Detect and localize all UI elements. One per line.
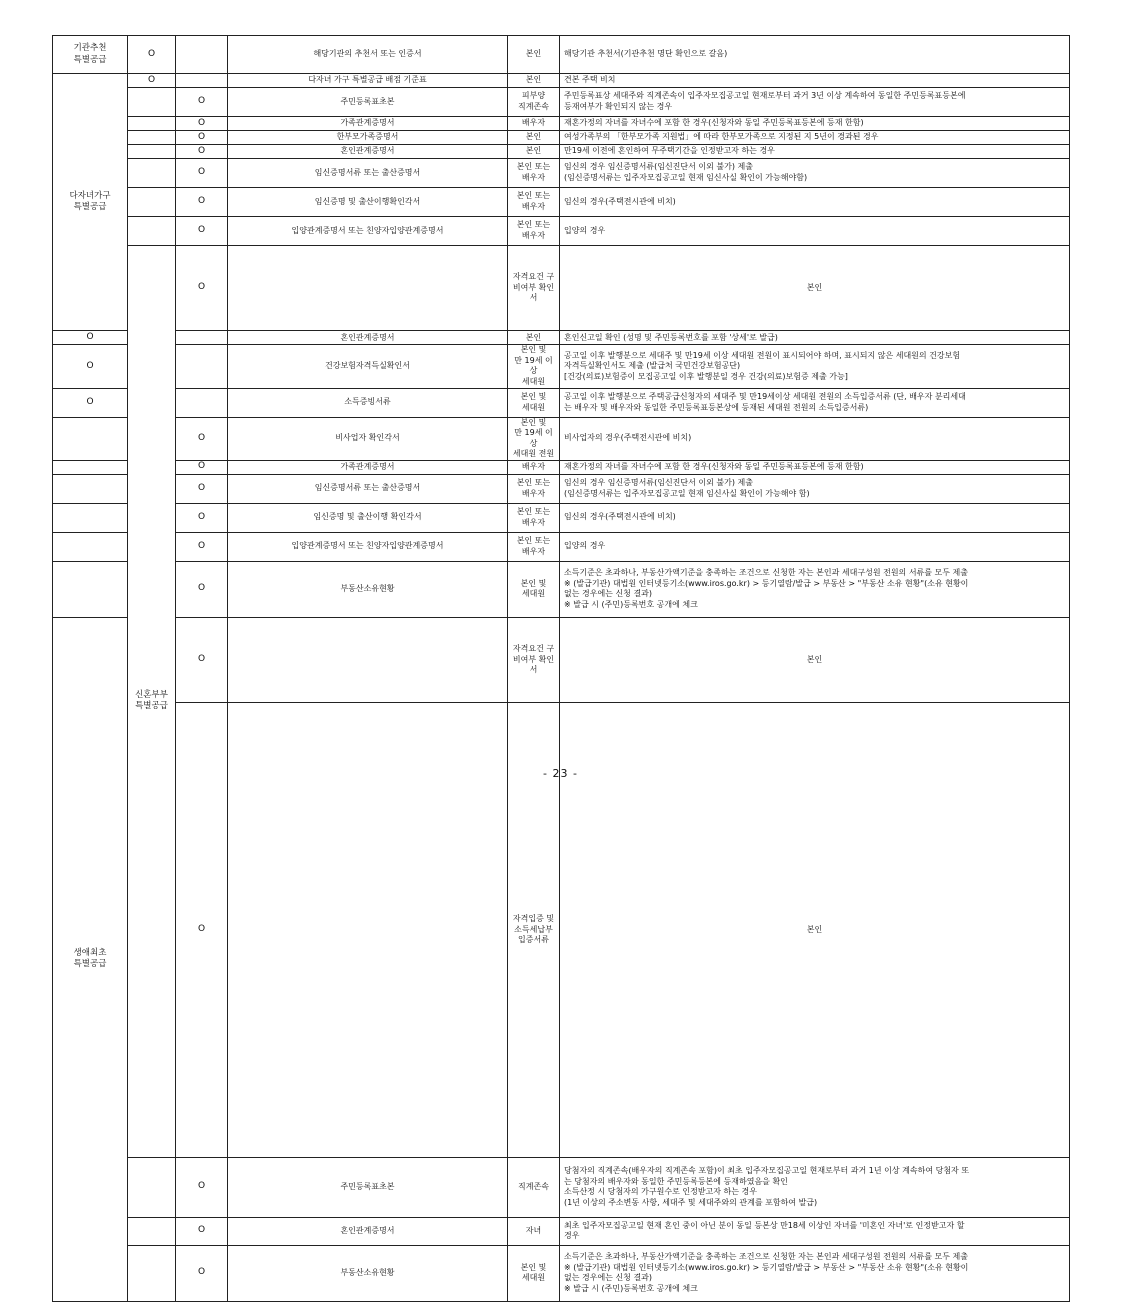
table-row [53, 345, 1070, 388]
conditional-mark [176, 331, 228, 345]
conditional-mark: O [176, 460, 228, 474]
category-cell: 생애최초 특별공급 [53, 617, 128, 1301]
required-mark: O [53, 331, 128, 345]
conditional-mark [228, 246, 508, 331]
document-name: 임신증명 및 출산이행확인각서 [228, 188, 508, 217]
required-mark: O [176, 617, 228, 702]
document-name: 가족관계증명서 [228, 460, 508, 474]
description-cell: 혼인신고일 확인 (성명 및 주민등록번호를 포함 '상세'로 발급) [560, 331, 1070, 345]
required-mark [53, 474, 128, 503]
required-mark: O [128, 36, 176, 74]
required-mark: O [128, 74, 176, 88]
document-name: 부동산소유현황 [228, 561, 508, 617]
table-row [53, 1157, 1070, 1217]
document-name: 혼인관계증명서 [228, 145, 508, 159]
required-mark [128, 1217, 176, 1245]
required-mark: O [53, 345, 128, 388]
required-mark [53, 561, 128, 617]
table-row [53, 246, 1070, 331]
required-mark: O [53, 388, 128, 417]
conditional-mark: O [176, 131, 228, 145]
table-row [53, 159, 1070, 188]
table-row [53, 74, 1070, 88]
subject-cell: 본인 및 세대원 [508, 1245, 560, 1301]
subject-cell: 직계존속 [508, 1157, 560, 1217]
subject-cell: 본인 또는 배우자 [508, 503, 560, 532]
subject-cell: 본인 및 만 19세 이상 세대원 전원 [508, 417, 560, 460]
table-row [53, 88, 1070, 117]
conditional-mark: O [176, 88, 228, 117]
document-name: 가족관계증명서 [228, 117, 508, 131]
description-cell: 소득기준은 초과하나, 부동산가액기준을 충족하는 조건으로 신청한 자는 본인과 세대구성원 전원의 서류를 모두 제출 ※ (발급기관) 대법원 인터넷등기소(www.iros.go.kr) > 등기열람/발급 > 부동산 > "부동산 소유 현황"(소유 현황이 없는 경우에는 신청 결과) ※ 발급 시 (주민)등록번호 공개에 체크 [560, 561, 1070, 617]
subject-cell: 본인 또는 배우자 [508, 532, 560, 561]
description-cell: 입양의 경우 [560, 532, 1070, 561]
subject-cell: 자녀 [508, 1217, 560, 1245]
document-name: 주민등록표초본 [228, 88, 508, 117]
subject-cell: 본인 [508, 36, 560, 74]
conditional-mark: O [176, 145, 228, 159]
document-name: 부동산소유현황 [228, 1245, 508, 1301]
document-name: 자격요건 구비여부 확인서 [508, 617, 560, 702]
table-row [53, 460, 1070, 474]
conditional-mark: O [176, 561, 228, 617]
subject-cell: 본인 또는 배우자 [508, 474, 560, 503]
required-mark [128, 217, 176, 246]
subject-cell: 본인 또는 배우자 [508, 188, 560, 217]
description-cell: 공고일 이후 발행분으로 주택공급신청자의 세대주 및 만19세이상 세대원 전원의 소득입증서류 (단, 배우자 분리세대 는 배우자 및 배우자와 동일한 주민등록표등본상에 등재된 세대원 전원의 소득입증서류) [560, 388, 1070, 417]
subject-cell: 본인 [508, 131, 560, 145]
description-cell: 입양의 경우 [560, 217, 1070, 246]
table-row [53, 117, 1070, 131]
conditional-mark: O [176, 474, 228, 503]
category-cell: 신혼부부 특별공급 [128, 246, 176, 1158]
required-mark [128, 1245, 176, 1301]
document-name: 혼인관계증명서 [228, 1217, 508, 1245]
document-name: 비사업자 확인각서 [228, 417, 508, 460]
table-row [53, 532, 1070, 561]
description-cell: 소득기준은 초과하나, 부동산가액기준을 충족하는 조건으로 신청한 자는 본인과 세대구성원 전원의 서류를 모두 제출 ※ (발급기관) 대법원 인터넷등기소(www.iros.go.kr) > 등기열람/발급 > 부동산 > "부동산 소유 현황"(소유 현황이 없는 경우에는 신청 결과) ※ 발급 시 (주민)등록번호 공개에 체크 [560, 1245, 1070, 1301]
table-row [53, 1245, 1070, 1301]
subject-cell: 본인 및 세대원 [508, 561, 560, 617]
document-name: 임신증명 및 출산이행 확인각서 [228, 503, 508, 532]
subject-cell: 배우자 [508, 460, 560, 474]
description-cell: 최초 입주자모집공고일 현재 혼인 중이 아닌 분이 동일 등본상 만18세 이상인 자녀를 '미혼인 자녀'로 인정받고자 할 경우 [560, 1217, 1070, 1245]
subject-cell: 본인 [560, 617, 1070, 702]
conditional-mark: O [176, 117, 228, 131]
page-number: - 23 - [543, 767, 578, 780]
subject-cell: 본인 [560, 246, 1070, 331]
table-row [53, 145, 1070, 159]
table-row [53, 388, 1070, 417]
description-cell: 해당기관 추천서(기관추천 명단 확인으로 갈음) [560, 36, 1070, 74]
document-name: 임신증명서류 또는 출산증명서 [228, 474, 508, 503]
description-cell: 임신의 경우(주택전시관에 비치) [560, 188, 1070, 217]
description-cell: 주민등록표상 세대주와 직계존속이 입주자모집공고일 현재로부터 과거 3년 이상 계속하여 동일한 주민등록표등본에 등재여부가 확인되지 않는 경우 [560, 88, 1070, 117]
required-mark: O [176, 703, 228, 1158]
conditional-mark [176, 345, 228, 388]
subject-cell: 본인 [508, 74, 560, 88]
description-cell: 임신의 경우(주택전시관에 비치) [560, 503, 1070, 532]
subject-cell: 본인 및 만 19세 이상 세대원 [508, 345, 560, 388]
conditional-mark [176, 36, 228, 74]
subject-cell: 본인 및 세대원 [508, 388, 560, 417]
subject-cell: 본인 또는 배우자 [508, 159, 560, 188]
description-cell: 여성가족부의 「한부모가족 지원법」에 따라 한부모가족으로 지정된 지 5년이 경과된 경우 [560, 131, 1070, 145]
conditional-mark [228, 617, 508, 702]
description-cell: 재혼가정의 자녀를 자녀수에 포함 한 경우(신청자와 동일 주민등록표등본에 등재 한함) [560, 117, 1070, 131]
subject-cell: 본인 [508, 331, 560, 345]
document-name: 임신증명서류 또는 출산증명서 [228, 159, 508, 188]
table-body [53, 36, 1070, 1302]
required-mark [53, 503, 128, 532]
conditional-mark: O [176, 1245, 228, 1301]
description-cell: 만19세 이전에 혼인하여 무주택기간을 인정받고자 하는 경우 [560, 145, 1070, 159]
required-mark [128, 159, 176, 188]
conditional-mark: O [176, 1157, 228, 1217]
required-mark [128, 1157, 176, 1217]
table-row [53, 331, 1070, 345]
table-row [53, 1217, 1070, 1245]
required-mark: O [176, 246, 228, 331]
table-row [53, 217, 1070, 246]
required-mark [53, 417, 128, 460]
table-row [53, 131, 1070, 145]
document-name: 해당기관의 추천서 또는 인증서 [228, 36, 508, 74]
table-row [53, 188, 1070, 217]
table-row [53, 561, 1070, 617]
conditional-mark: O [176, 159, 228, 188]
document-name: 입양관계증명서 또는 친양자입양관계증명서 [228, 532, 508, 561]
document-table [52, 35, 1070, 1302]
conditional-mark: O [176, 217, 228, 246]
required-mark [53, 532, 128, 561]
category-cell: 다자녀가구 특별공급 [53, 74, 128, 331]
conditional-mark [176, 388, 228, 417]
conditional-mark: O [176, 503, 228, 532]
category-cell: 기관추천 특별공급 [53, 36, 128, 74]
document-name: 자격입증 및 소득세납부 입증서류 [508, 703, 560, 1158]
description-cell: 당첨자의 직계존속(배우자의 직계존속 포함)이 최초 입주자모집공고일 현재로부터 과거 1년 이상 계속하여 당첨자 또 는 당첨자의 배우자와 동일한 주민등록등본에 등재하였음을 확인 소득산정 시 당첨자의 가구원수로 인정받고자 하는 경우 (1년 이상의 주소변동 사항, 세대주 및 세대주와의 관계를 포함하여 발급) [560, 1157, 1070, 1217]
conditional-mark: O [176, 417, 228, 460]
subject-cell: 본인 [508, 145, 560, 159]
description-cell: 임신의 경우 임신증명서류(임신진단서 이외 불가) 제출 (임신증명서류는 입주자모집공고일 현재 임신사실 확인이 가능해야함) [560, 159, 1070, 188]
conditional-mark: O [176, 1217, 228, 1245]
document-name: 혼인관계증명서 [228, 331, 508, 345]
document-name: 다자녀 가구 특별공급 배점 기준표 [228, 74, 508, 88]
description-cell: 임신의 경우 임신증명서류(임신진단서 이외 불가) 제출 (임신증명서류는 입주자모집공고일 현재 임신사실 확인이 가능해야 함) [560, 474, 1070, 503]
document-name: 소득증빙서류 [228, 388, 508, 417]
description-cell: 공고일 이후 발행분으로 세대주 및 만19세 이상 세대원 전원이 표시되어야 하며, 표시되지 않은 세대원의 건강보험 자격득실확인서도 제출 (발급처 국민건강보험공단) [건강(의료)보험증이 모집공고일 이후 발행분일 경우 건강(의료)보험증 제출 가능] [560, 345, 1070, 388]
subject-cell: 본인 [560, 703, 1070, 1158]
table-row [53, 474, 1070, 503]
subject-cell: 피부양 직계존속 [508, 88, 560, 117]
description-cell: 견본 주택 비치 [560, 74, 1070, 88]
required-mark [128, 188, 176, 217]
required-mark [53, 460, 128, 474]
document-name: 주민등록표초본 [228, 1157, 508, 1217]
conditional-mark: O [176, 532, 228, 561]
required-mark [128, 117, 176, 131]
document-name: 한부모가족증명서 [228, 131, 508, 145]
document-name: 자격요건 구비여부 확인서 [508, 246, 560, 331]
description-cell: 재혼가정의 자녀를 자녀수에 포함 한 경우(신청자와 동일 주민등록표등본에 등재 한함) [560, 460, 1070, 474]
table-row [53, 417, 1070, 460]
required-mark [128, 131, 176, 145]
document-name: 건강보험자격득실확인서 [228, 345, 508, 388]
required-mark [128, 145, 176, 159]
document-name: 입양관계증명서 또는 친양자입양관계증명서 [228, 217, 508, 246]
table-row [53, 503, 1070, 532]
conditional-mark: O [176, 188, 228, 217]
subject-cell: 배우자 [508, 117, 560, 131]
table-row [53, 36, 1070, 74]
subject-cell: 본인 또는 배우자 [508, 217, 560, 246]
conditional-mark [176, 74, 228, 88]
table-row [53, 617, 1070, 702]
required-mark [128, 88, 176, 117]
description-cell: 비사업자의 경우(주택전시관에 비치) [560, 417, 1070, 460]
